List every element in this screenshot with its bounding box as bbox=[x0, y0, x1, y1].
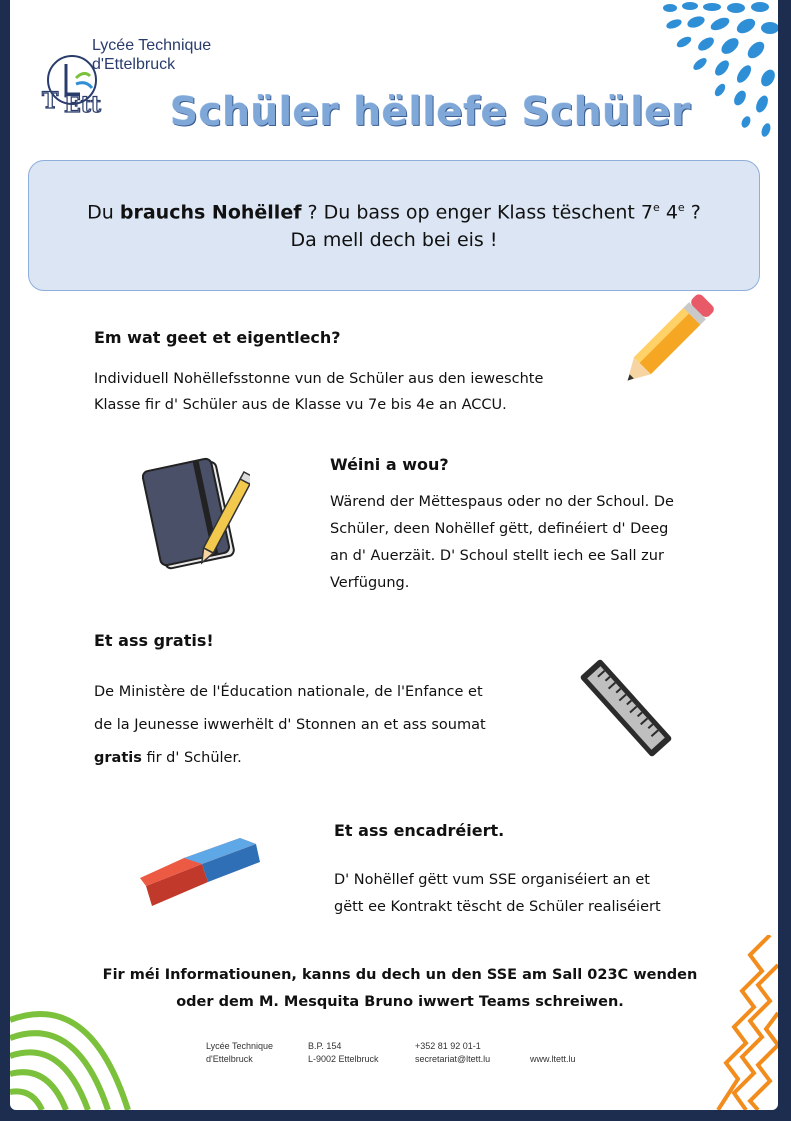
section-when-line3: an d' Auerzäit. D' Schoul stellt iech ee Sall zur bbox=[330, 548, 664, 564]
orange-lines-decoration bbox=[650, 935, 778, 1110]
footer-bp2: L-9002 Ettelbruck bbox=[308, 1054, 379, 1064]
section-framed-text bbox=[334, 867, 661, 921]
footer-bp1: B.P. 154 bbox=[308, 1041, 342, 1051]
banner-end: ? bbox=[684, 201, 701, 224]
footer-school bbox=[206, 1040, 273, 1066]
closing-note bbox=[70, 962, 730, 1016]
closing-line1: Fir méi Informatiounen, kanns du dech un den SSE am Sall 023C wenden bbox=[102, 967, 698, 983]
section-free-line1: De Ministère de l'Éducation nationale, de l'Enfance et bbox=[94, 684, 483, 700]
banner-line1 bbox=[29, 201, 759, 223]
section-what-line2: Klasse fir d' Schüler aus de Klasse vu 7e bis 4e an ACCU. bbox=[94, 397, 507, 413]
svg-text:T: T bbox=[42, 88, 59, 114]
footer-name1: Lycée Technique bbox=[206, 1041, 274, 1051]
school-name bbox=[92, 36, 211, 74]
pencil-icon bbox=[610, 292, 720, 400]
section-free-line3 bbox=[94, 742, 486, 775]
banner-sup2: e bbox=[677, 201, 685, 214]
section-free-line2: de la Jeunesse iwwerhëlt d' Stonnen an et ass soumat bbox=[94, 717, 486, 733]
section-free-text bbox=[94, 676, 486, 775]
footer-website[interactable]: www.ltett.lu bbox=[530, 1054, 576, 1064]
ruler-icon bbox=[576, 652, 676, 764]
section-what-heading: Em wat geet et eigentlech? bbox=[94, 328, 341, 347]
footer-name2: d'Ettelbruck bbox=[206, 1054, 253, 1064]
flyer-page bbox=[10, 0, 778, 1110]
section-framed-heading: Et ass encadréiert. bbox=[334, 821, 505, 840]
school-name-line1: Lycée Technique bbox=[92, 37, 212, 54]
footer-email[interactable]: secretariat@ltett.lu bbox=[415, 1054, 491, 1064]
section-free-rest: fir d' Schüler. bbox=[141, 750, 242, 766]
notebook-icon bbox=[142, 456, 250, 578]
banner-line2: Da mell dech bei eis ! bbox=[290, 229, 498, 252]
banner-pre: Du bbox=[87, 201, 120, 224]
footer-address bbox=[308, 1040, 379, 1066]
banner-sup1: e bbox=[653, 201, 660, 214]
footer-phone: +352 81 92 01-1 bbox=[415, 1041, 481, 1051]
section-when-line4: Verfügung. bbox=[330, 575, 410, 591]
section-what-line1: Individuell Nohëllefsstonne vun de Schüler aus den ieweschte bbox=[94, 371, 544, 387]
banner-mid: 4 bbox=[659, 201, 678, 224]
banner-post: ? Du bass op enger Klass tëschent 7 bbox=[301, 201, 653, 224]
section-what-text bbox=[94, 366, 543, 418]
intro-banner bbox=[28, 160, 760, 291]
eraser-icon bbox=[140, 830, 264, 920]
section-when-text bbox=[330, 489, 674, 597]
green-lines-decoration bbox=[10, 980, 140, 1110]
section-when-heading: Wéini a wou? bbox=[330, 455, 449, 474]
section-framed-line1: D' Nohëllef gëtt vum SSE organiséiert an et bbox=[334, 872, 650, 888]
section-free-heading: Et ass gratis! bbox=[94, 631, 214, 650]
section-free-bold: gratis bbox=[94, 750, 142, 766]
section-when-line1: Wärend der Mëttespaus oder no der Schoul. De bbox=[330, 494, 674, 510]
banner-bold: brauchs Nohëllef bbox=[119, 201, 302, 224]
footer-contact bbox=[415, 1040, 490, 1066]
section-when-line2: Schüler, deen Nohëllef gëtt, definéiert d' Deeg bbox=[330, 521, 669, 537]
school-name-line2: d'Ettelbruck bbox=[92, 56, 176, 73]
closing-line2: oder dem M. Mesquita Bruno iwwert Teams schreiwen. bbox=[176, 994, 624, 1010]
section-framed-line2: gëtt ee Kontrakt tëscht de Schüler realiséiert bbox=[334, 899, 661, 915]
page-title: Schüler hëllefe Schüler bbox=[170, 90, 692, 135]
svg-text:Ett: Ett bbox=[64, 92, 102, 118]
